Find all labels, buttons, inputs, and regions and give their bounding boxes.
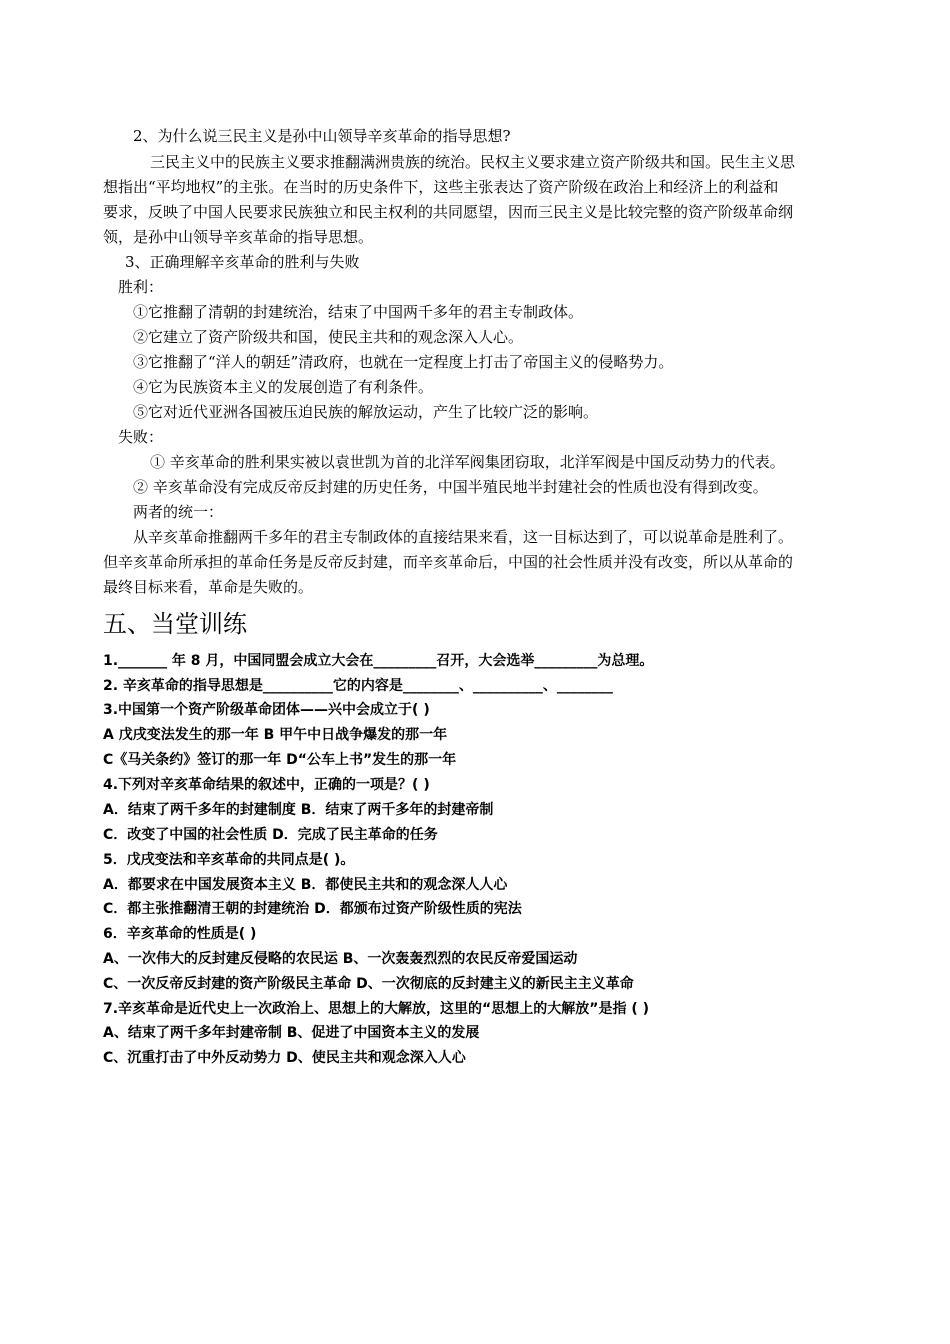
exercise-7-options-ab: A、结束了两千多年封建帝制 B、促进了中国资本主义的发展 <box>103 1025 480 1041</box>
exercise-3-options-ab: A 戊戌变法发生的那一年 B 甲午中日战争爆发的那一年 <box>103 727 448 743</box>
victory-label: 胜利： <box>118 278 164 296</box>
exercise-4-options-cd: C．改变了中国的社会性质 D．完成了民主革命的任务 <box>103 827 438 843</box>
section-heading: 五、当堂训练 <box>103 610 247 638</box>
victory-item-4: ④它为民族资本主义的发展创造了有利条件。 <box>133 378 434 396</box>
exercise-4-options-ab: A．结束了两千多年的封建制度 B．结束了两千多年的封建帝制 <box>103 802 494 818</box>
exercise-5-options-ab: A．都要求在中国发展资本主义 B．都使民主共和的观念深人人心 <box>103 877 508 893</box>
exercise-6: 6．辛亥革命的性质是( ) <box>103 926 257 942</box>
q3-title: 3、正确理解辛亥革命的胜利与失败 <box>125 253 360 271</box>
exercise-1: 1._______ 年 8 月，中国同盟会成立大会在_________召开，大会选举_________为总理。 <box>103 653 654 669</box>
q2-answer-line-3: 要求，反映了中国人民要求民族独立和民主权利的共同愿望，因而三民主义是比较完整的资产阶级革命纲 <box>103 203 794 221</box>
unity-line-2: 但辛亥革命所承担的革命任务是反帝反封建，而辛亥革命后，中国的社会性质并没有改变，所以从革命的 <box>103 553 794 571</box>
exercise-7-options-cd: C、沉重打击了中外反动势力 D、使民主共和观念深入人心 <box>103 1050 466 1066</box>
unity-line-1: 从辛亥革命推翻两千多年的君主专制政体的直接结果来看，这一目标达到了，可以说革命是胜利了。 <box>133 528 794 546</box>
q2-answer-line-1: 三民主义中的民族主义要求推翻满洲贵族的统治。民权主义要求建立资产阶级共和国。民生主义思 <box>150 153 796 171</box>
exercise-2: 2. 辛亥革命的指导思想是__________它的内容是________、__________、________ <box>103 678 613 694</box>
q2-title: 2、为什么说三民主义是孙中山领导辛亥革命的指导思想? <box>133 127 511 145</box>
exercise-5: 5．戊戌变法和辛亥革命的共同点是( )。 <box>103 852 355 868</box>
exercise-6-options-ab: A、一次伟大的反封建反侵略的农民运 B、一次轰轰烈烈的农民反帝爱国运动 <box>103 951 578 967</box>
exercise-4: 4.下列对辛亥革命结果的叙述中，正确的一项是？( ) <box>103 777 430 793</box>
unity-label: 两者的统一： <box>133 503 224 521</box>
victory-item-3: ③它推翻了“洋人的朝廷”清政府，也就在一定程度上打击了帝国主义的侵略势力。 <box>133 353 674 371</box>
failure-label: 失败： <box>118 428 164 446</box>
failure-item-2: ② 辛亥革命没有完成反帝反封建的历史任务，中国半殖民地半封建社会的性质也没有得到改变。 <box>133 478 768 496</box>
exercise-3: 3.中国第一个资产阶级革命团体——兴中会成立于( ) <box>103 702 430 718</box>
exercise-5-options-cd: C．都主张推翻清王朝的封建统治 D．都颁布过资产阶级性质的宪法 <box>103 901 522 917</box>
unity-line-3: 最终目标来看，革命是失败的。 <box>103 578 314 596</box>
victory-item-5: ⑤它对近代亚洲各国被压迫民族的解放运动，产生了比较广泛的影响。 <box>133 403 599 421</box>
exercise-3-options-cd: C《马关条约》签订的那一年 D“公车上书”发生的那一年 <box>103 752 457 768</box>
victory-item-1: ①它推翻了清朝的封建统治，结束了中国两千多年的君主专制政体。 <box>133 303 584 321</box>
exercise-6-options-cd: C、一次反帝反封建的资产阶级民主革命 D、一次彻底的反封建主义的新民主主义革命 <box>103 976 634 992</box>
failure-item-1: ① 辛亥革命的胜利果实被以袁世凯为首的北洋军阀集团窃取，北洋军阀是中国反动势力的代表。 <box>150 453 785 471</box>
q2-answer-line-2: 想指出“平均地权”的主张。在当时的历史条件下，这些主张表达了资产阶级在政治上和经济上的利益和 <box>103 178 779 196</box>
q2-answer-line-4: 领，是孙中山领导辛亥革命的指导思想。 <box>103 228 374 246</box>
victory-item-2: ②它建立了资产阶级共和国，使民主共和的观念深入人心。 <box>133 328 524 346</box>
exercise-7: 7.辛亥革命是近代史上一次政治上、思想上的大解放，这里的“思想上的大解放”是指 ( ) <box>103 1001 650 1017</box>
